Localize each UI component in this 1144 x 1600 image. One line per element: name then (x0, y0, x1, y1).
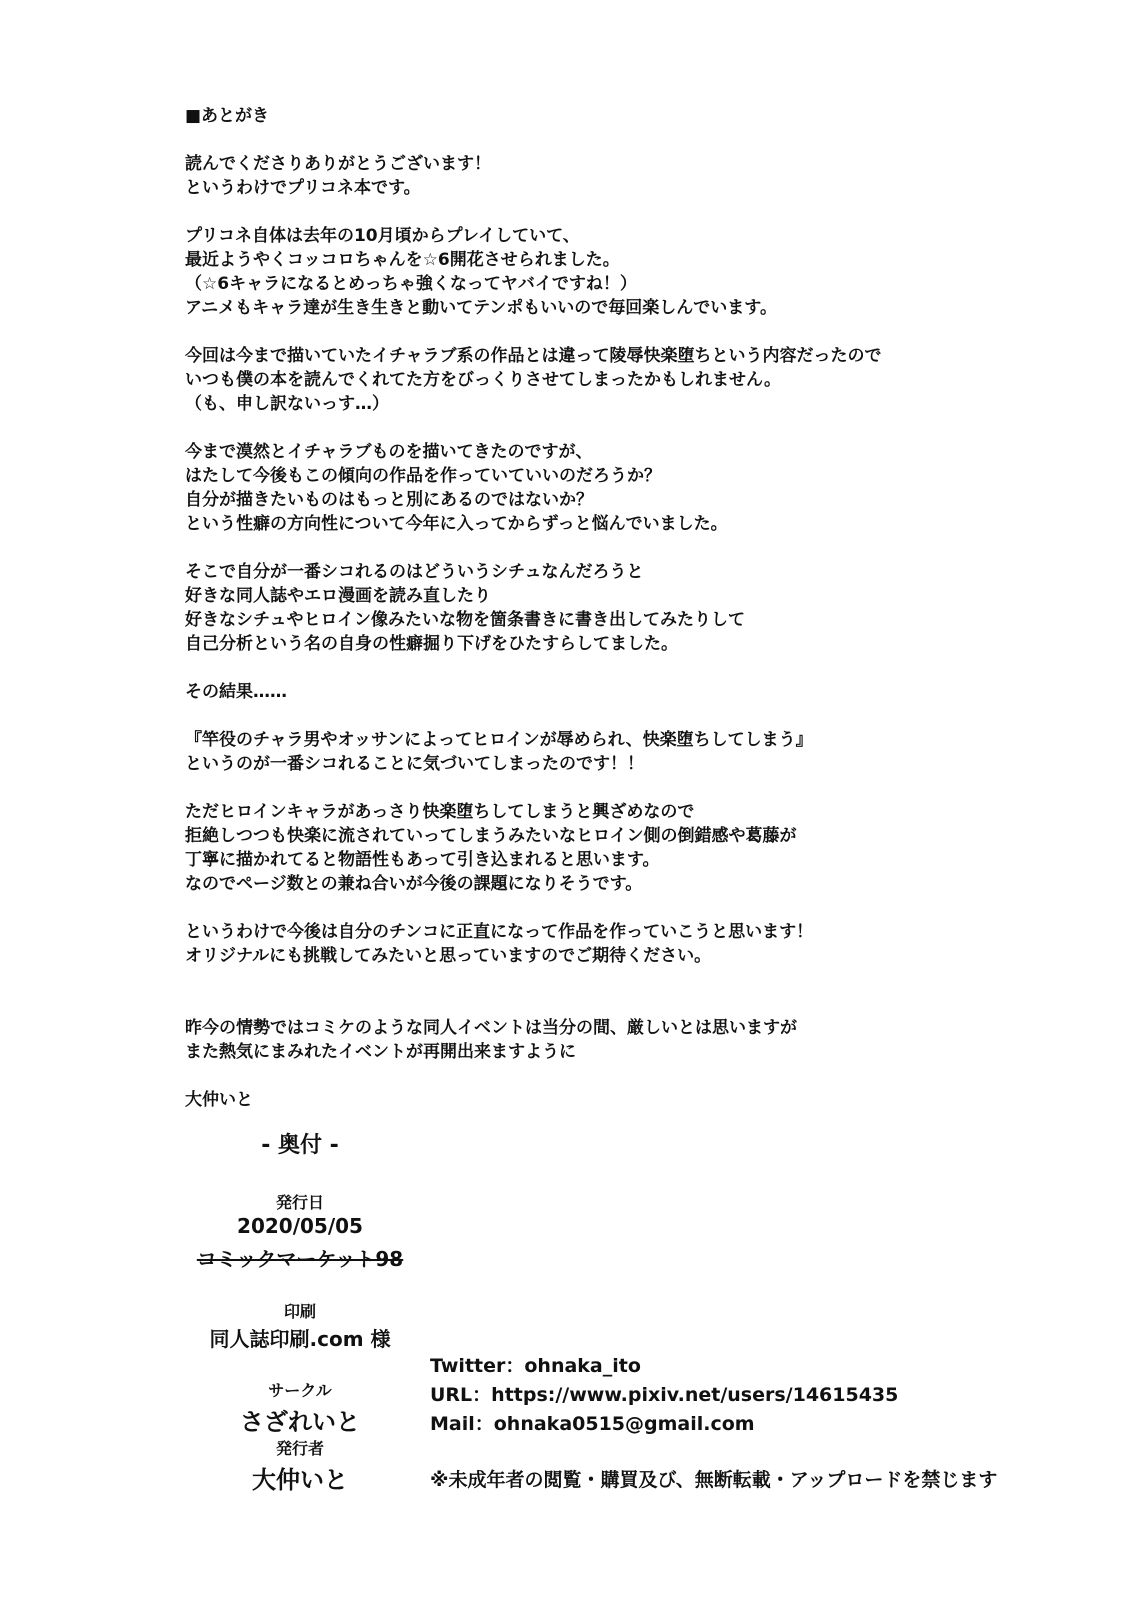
text-line: という性癖の方向性について今年に入ってからずっと悩んでいました。 (185, 514, 728, 534)
text-line: 今回は今まで描いていたイチャラブ系の作品とは違って陵辱快楽堕ちという内容だったので (185, 346, 882, 366)
text-line: いつも僕の本を読んでくれてた方をびっくりさせてしまったかもしれません。 (185, 370, 782, 390)
printer-label: 印刷 (283, 1302, 316, 1321)
paragraph-discovery (185, 728, 1085, 776)
circle-name: さざれいと (240, 1408, 360, 1436)
issue-date-label: 発行日 (275, 1193, 324, 1212)
mail-address: Mail：ohnaka0515@gmail.com (430, 1413, 755, 1435)
paragraph-closing (185, 1016, 1085, 1064)
paragraph-game (185, 224, 1085, 320)
text-line: また熱気にまみれたイベントが再開出来ますように (185, 1042, 576, 1062)
text-line: はたして今後もこの傾向の作品を作っていていいのだろうか？ (185, 466, 661, 486)
printer-name: 同人誌印刷.com 様 (209, 1327, 391, 1351)
text-line: プリコネ自体は去年の10月頃からプレイしていて、 (185, 226, 580, 246)
text-line: 昨今の情勢ではコミケのような同人イベントは当分の間、厳しいとは思いますが (185, 1018, 797, 1038)
circle-label: サークル (268, 1381, 332, 1400)
text-line: 最近ようやくコッコロちゃんを☆6開花させられました。 (185, 250, 620, 270)
paragraph-content (185, 344, 1085, 416)
paragraph-direction (185, 440, 1085, 536)
paragraph-heroine (185, 800, 1085, 896)
paragraph-analysis (185, 560, 1085, 656)
text-line: 拒絶しつつも快楽に流されていってしまうみたいなヒロイン側の倒錯感や葛藤が (185, 826, 797, 846)
text-line: 読んでくださりありがとうございます！ (185, 154, 491, 174)
publisher-name: 大仲いと (252, 1466, 348, 1494)
text-line: （☆6キャラになるとめっちゃ強くなってヤバイですね！） (185, 274, 637, 294)
text-line: 好きな同人誌やエロ漫画を読み直したり (185, 586, 491, 606)
text-line: ただヒロインキャラがあっさり快楽堕ちしてしまうと興ざめなので (185, 802, 695, 822)
afterword-signature: 大仲いと (185, 1090, 253, 1110)
spacer (185, 992, 1085, 1016)
text-line: 自己分析という名の自身の性癖掘り下げをひたすらしてました。 (185, 634, 678, 654)
colophon-title: - 奥付 - (261, 1133, 339, 1158)
issue-date: 2020/05/05 (237, 1214, 363, 1238)
text-line: というわけで今後は自分のチンコに正直になって作品を作っていこうと思います！ (185, 922, 814, 942)
twitter-handle: Twitter：ohnaka_ito (430, 1355, 641, 1377)
afterword-heading: ■あとがき (185, 106, 270, 126)
text-line: その結果…… (185, 682, 287, 702)
contact-info (430, 1352, 898, 1439)
paragraph-future (185, 920, 1085, 968)
text-line: オリジナルにも挑戦してみたいと思っていますのでご期待ください。 (185, 946, 712, 966)
pixiv-url: URL：https://www.pixiv.net/users/14615435 (430, 1384, 899, 1406)
text-line: というわけでプリコネ本です。 (185, 178, 421, 198)
prohibition-notice: ※未成年者の閲覧・購買及び、無断転載・アップロードを禁じます (430, 1469, 998, 1491)
publisher-label: 発行者 (275, 1439, 324, 1458)
text-line: 自分が描きたいものはもっと別にあるのではないか？ (185, 490, 593, 510)
text-line: 丁寧に描かれてると物語性もあって引き込まれると思います。 (185, 850, 660, 870)
text-line: というのが一番シコれることに気づいてしまったのです！！ (185, 754, 644, 774)
text-line: そこで自分が一番シコれるのはどういうシチュなんだろうと (185, 562, 644, 582)
text-line: 今まで漠然とイチャラブものを描いてきたのですが、 (185, 442, 593, 462)
text-line: （も、申し訳ないっす…） (185, 394, 389, 414)
afterword (185, 104, 1085, 1112)
event-name: コミックマーケット98 (196, 1247, 404, 1271)
text-line: アニメもキャラ達が生き生きと動いてテンポもいいので毎回楽しんでいます。 (185, 298, 777, 318)
paragraph-thanks (185, 152, 1085, 200)
text-line: 好きなシチュやヒロイン像みたいな物を箇条書きに書き出してみたりして (185, 610, 745, 630)
text-line: なのでページ数との兼ね合いが今後の課題になりそうです。 (185, 874, 643, 894)
paragraph-result (185, 680, 1085, 704)
text-line: 『竿役のチャラ男やオッサンによってヒロインが辱められ、快楽堕ちしてしまう』 (185, 730, 813, 750)
